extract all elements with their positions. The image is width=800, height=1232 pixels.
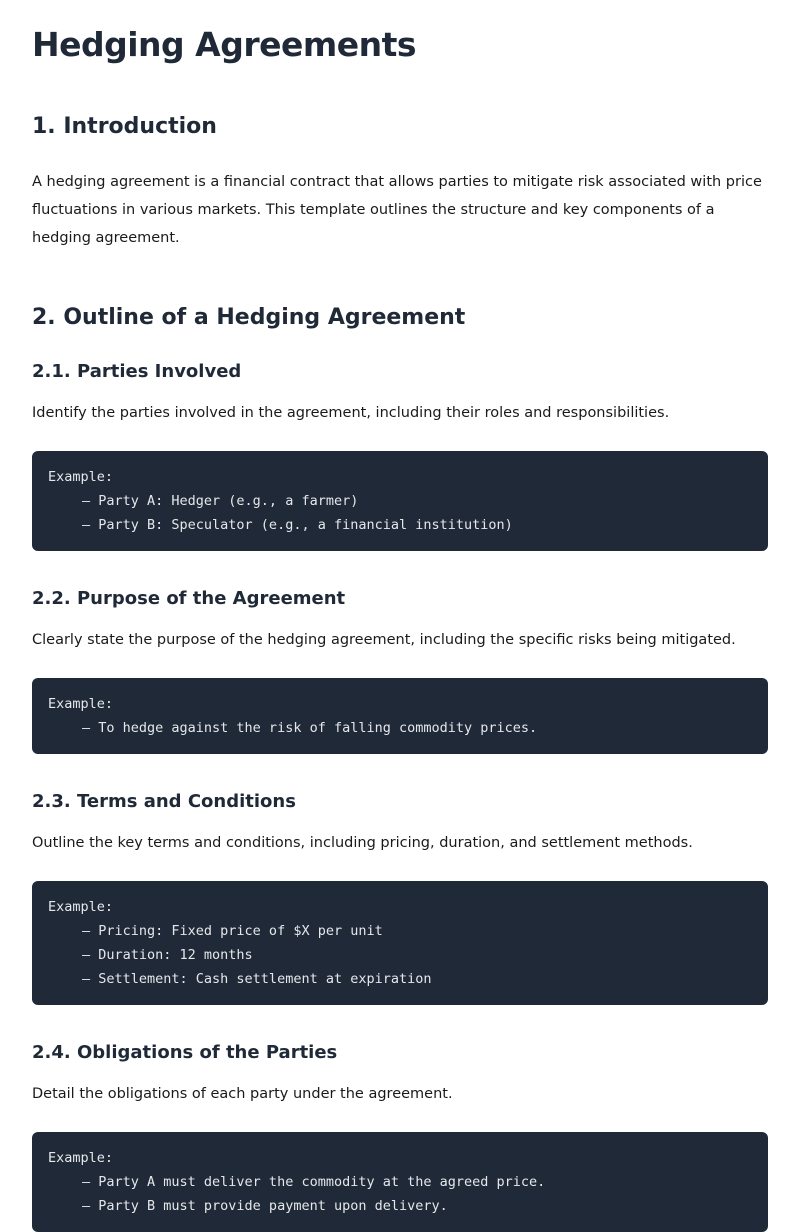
example-item: – Settlement: Cash settlement at expiration bbox=[82, 971, 432, 987]
example-code-block-terms bbox=[32, 881, 768, 1005]
section-heading-outline: 2. Outline of a Hedging Agreement bbox=[32, 305, 466, 330]
example-item: – Party B must provide payment upon delivery. bbox=[82, 1198, 448, 1214]
subsection-description-parties: Identify the parties involved in the agreement, including their roles and responsibilities. bbox=[32, 405, 670, 421]
page-title: Hedging Agreements bbox=[32, 25, 417, 64]
example-item: – Party A must deliver the commodity at the agreed price. bbox=[82, 1174, 546, 1190]
subsection-description-terms: Outline the key terms and conditions, including pricing, duration, and settlement methods. bbox=[32, 835, 693, 851]
subsection-heading-obligations: 2.4. Obligations of the Parties bbox=[32, 1042, 338, 1063]
example-item: – To hedge against the risk of falling commodity prices. bbox=[82, 720, 538, 736]
example-code-block-purpose bbox=[32, 678, 768, 754]
section-heading-introduction: 1. Introduction bbox=[32, 114, 217, 139]
subsection-heading-purpose: 2.2. Purpose of the Agreement bbox=[32, 588, 346, 609]
example-label: Example: bbox=[48, 469, 114, 485]
subsection-description-purpose: Clearly state the purpose of the hedging agreement, including the specific risks being mitigated. bbox=[32, 632, 736, 648]
example-label: Example: bbox=[48, 1150, 114, 1166]
example-code-block-obligations bbox=[32, 1132, 768, 1232]
intro-paragraph: A hedging agreement is a financial contract that allows parties to mitigate risk associated with price fluctuations in various markets. This template outlines the structure and key components of a hedging agreement. bbox=[32, 174, 762, 246]
example-item: – Party A: Hedger (e.g., a farmer) bbox=[82, 493, 359, 509]
example-code-block-parties bbox=[32, 451, 768, 551]
subsection-heading-parties: 2.1. Parties Involved bbox=[32, 361, 242, 382]
subsection-heading-terms: 2.3. Terms and Conditions bbox=[32, 791, 296, 812]
example-item: – Party B: Speculator (e.g., a financial institution) bbox=[82, 517, 513, 533]
example-label: Example: bbox=[48, 696, 114, 712]
example-label: Example: bbox=[48, 899, 114, 915]
example-item: – Duration: 12 months bbox=[82, 947, 253, 963]
example-item: – Pricing: Fixed price of $X per unit bbox=[82, 923, 383, 939]
subsection-description-obligations: Detail the obligations of each party under the agreement. bbox=[32, 1086, 453, 1102]
